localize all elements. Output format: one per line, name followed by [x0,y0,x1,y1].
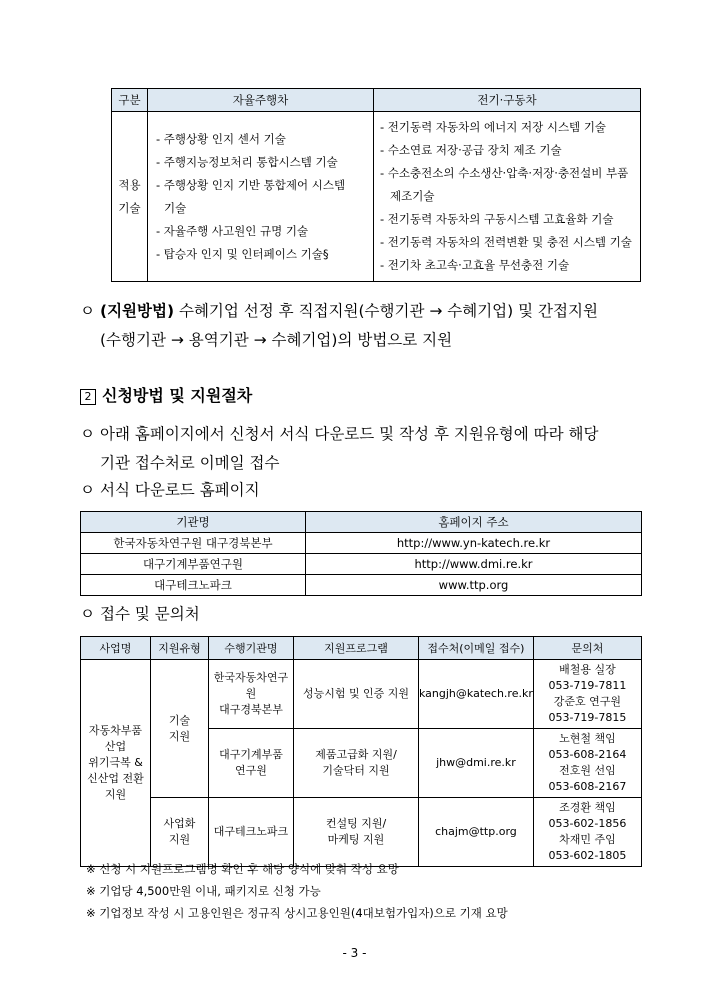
program-cell: 제품고급화 지원/ 기술닥터 지원 [294,729,419,798]
program-cell: 성능시험 및 인증 지원 [294,660,419,729]
table-row: 대구기계부품연구원 http://www.dmi.re.kr [81,554,642,575]
support-type-cell: 기술 지원 [151,660,209,798]
list-item: - 수소충전소의 수소생산·압축·저장·충전설비 부품 [380,166,629,180]
list-item: - 전기차 초고속·고효율 무선충전 기술 [380,258,570,272]
page-number: - 3 - [342,946,367,960]
table-row: 한국자동차연구원 대구경북본부 http://www.yn-katech.re.kr [81,533,642,554]
table-header: 접수처(이메일 접수) [419,637,534,660]
homepage-link[interactable]: www.ttp.org [306,575,642,596]
list-item: - 수소연료 저장·공급 장치 제조 기술 [380,143,562,157]
table-header: 자율주행차 [148,89,374,112]
download-heading: ㅇ 서식 다운로드 홈페이지 [80,476,260,505]
list-item: - 주행상황 인지 기반 통합제어 시스템 [156,177,346,192]
homepage-link[interactable]: http://www.dmi.re.kr [306,554,642,575]
bullet-marker: ㅇ [80,425,95,443]
email-link[interactable]: chajm@ttp.org [419,798,534,867]
support-method-paragraph: ㅇ (지원방법) 수혜기업 선정 후 직접지원(수행기관 → 수혜기업) 및 간접지원 (수행기관 → 용역기관 → 수혜기업)의 방법으로 지원 [80,297,598,355]
application-tech-table [111,88,641,282]
list-item: - 주행상황 인지 센서 기술 [156,131,286,146]
table-header: 문의처 [533,637,641,660]
table-header: 홈페이지 주소 [306,512,642,533]
contact-table [80,636,642,867]
table-header: 수행기관명 [209,637,294,660]
note-line: ※ 기업당 4,500만원 이내, 패키지로 신청 가능 [86,884,321,898]
list-item: 제조기술 [390,189,435,203]
list-item: - 주행지능정보처리 통합시스템 기술 [156,154,338,169]
table-header: 전기·구동차 [374,89,641,112]
apply-paragraph: ㅇ 아래 홈페이지에서 신청서 서식 다운로드 및 작성 후 지원유형에 따라 해당 기관 접수처로 이메일 접수 [80,420,598,478]
contact-cell: 노현철 책임 053-608-2164 전호원 선임 053-608-2167 [533,729,641,798]
section-number: 2 [80,389,96,405]
autonomous-tech-cell [148,112,374,282]
download-site-table [80,511,642,596]
list-item: - 전기동력 자동차의 전력변환 및 충전 시스템 기술 [380,235,632,249]
table-row [81,798,642,867]
email-link[interactable]: jhw@dmi.re.kr [419,729,534,798]
org-cell: 대구테크노파크 [209,798,294,867]
note-line: ※ 신청 시 지원프로그램명 확인 후 해당 양식에 맞춰 작성 요망 [86,862,399,876]
list-item: - 전기동력 자동차의 에너지 저장 시스템 기술 [380,120,607,134]
table-header: 기관명 [81,512,306,533]
org-cell: 대구기계부품 연구원 [209,729,294,798]
list-item: - 자율주행 사고원인 규명 기술 [156,223,309,238]
bullet-marker: ㅇ [80,302,95,320]
program-cell: 컨설팅 지원/ 마케팅 지원 [294,798,419,867]
table-header: 지원프로그램 [294,637,419,660]
list-item: - 탑승자 인지 및 인터페이스 기술§ [156,246,329,261]
table-row [81,660,642,729]
note-line: ※ 기업정보 작성 시 고용인원은 정규직 상시고용인원(4대보험가입자)으로 기재 요망 [86,906,508,920]
support-type-cell: 사업화 지원 [151,798,209,867]
table-header: 지원유형 [151,637,209,660]
bullet-marker: ㅇ [80,605,95,623]
category-cell: 적용 기술 [112,112,148,282]
contact-heading: ㅇ 접수 및 문의처 [80,600,200,629]
table-header: 구분 [112,89,148,112]
electric-tech-cell [374,112,641,282]
table-header: 사업명 [81,637,151,660]
table-row: 대구테크노파크 www.ttp.org [81,575,642,596]
section-heading [80,383,252,406]
org-cell: 한국자동차연구원 대구경북본부 [209,660,294,729]
homepage-link[interactable]: http://www.yn-katech.re.kr [306,533,642,554]
section-title: 신청방법 및 지원절차 [102,386,253,405]
contact-cell: 조경환 책임 053-602-1856 차재민 주임 053-602-1805 [533,798,641,867]
list-item: 기술 [164,200,187,215]
bullet-marker: ㅇ [80,481,95,499]
business-name-cell: 자동차부품 산업 위기극복 & 신산업 전환 지원 [81,660,151,867]
email-link[interactable]: kangjh@katech.re.kr [419,660,534,729]
list-item: - 전기동력 자동차의 구동시스템 고효율화 기술 [380,212,614,226]
bold-label: (지원방법) [100,302,175,320]
contact-cell: 배철용 실장 053-719-7811 강준호 연구원 053-719-7815 [533,660,641,729]
